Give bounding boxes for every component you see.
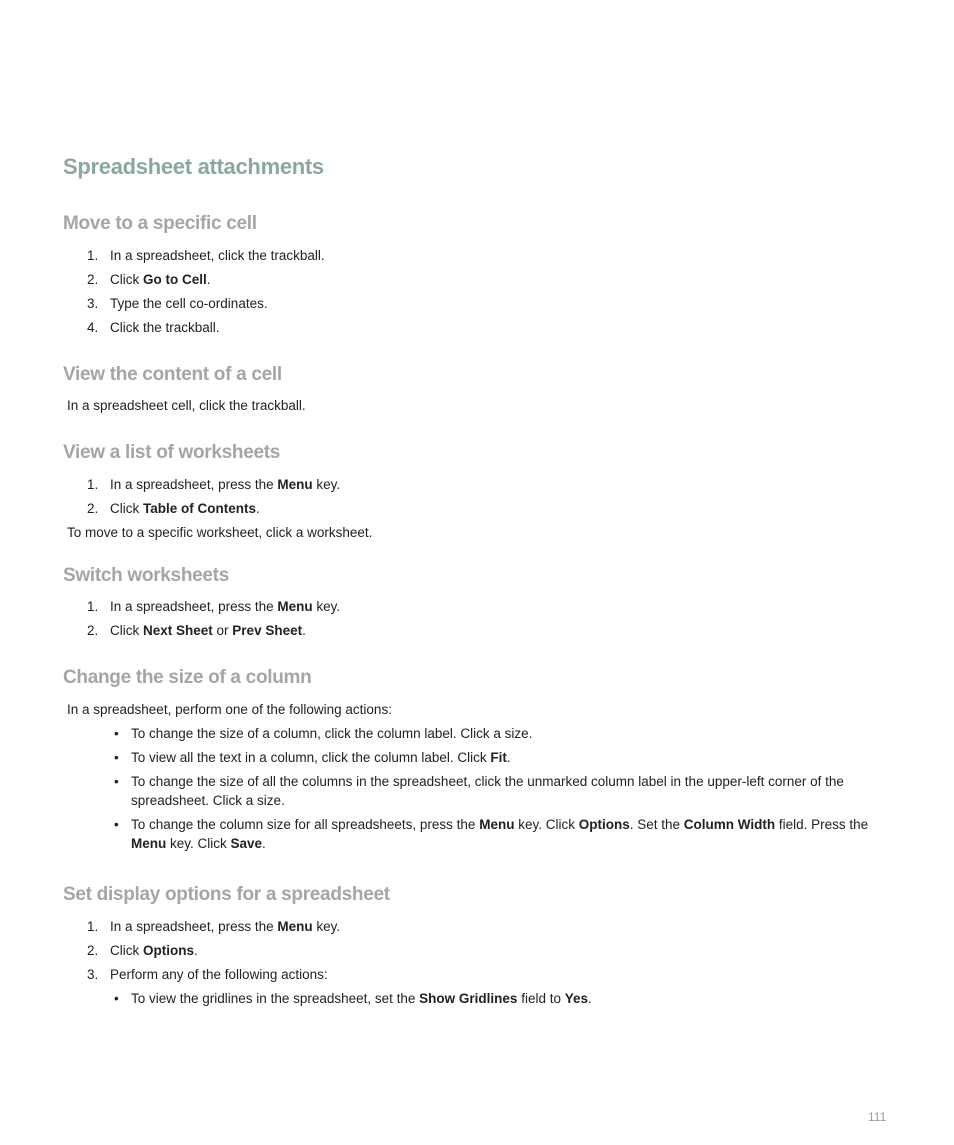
bullet-icon: • [114,991,119,1006]
bullet-icon: • [114,817,119,832]
step-number: 2. [87,623,99,638]
page-title: Spreadsheet attachments [63,154,324,179]
step-number: 1. [87,477,99,492]
bullet-icon: • [114,750,119,765]
step-text: Click Next Sheet or Prev Sheet. [110,623,306,638]
step-number: 2. [87,272,99,287]
paragraph: In a spreadsheet cell, click the trackball. [67,398,306,413]
step-text: In a spreadsheet, click the trackball. [110,248,325,263]
step-number: 1. [87,599,99,614]
step-text: Click the trackball. [110,320,220,335]
bullet-icon: • [114,774,119,789]
heading-change-column-size: Change the size of a column [63,667,312,688]
step-text: In a spreadsheet, press the Menu key. [110,477,341,492]
page-number: 111 [868,1110,887,1124]
heading-display-options: Set display options for a spreadsheet [63,884,390,905]
bullet-text: To view the gridlines in the spreadsheet, set the Show Gridlines field to Yes. [131,991,592,1006]
bullet-text: To change the column size for all spreadsheets, press the Menu key. Click Options. Set the Column Width field. Press the Menu key. Click Save. [131,817,869,851]
step-text: Click Go to Cell. [110,272,211,287]
step-number: 2. [87,501,99,516]
step-text: Click Options. [110,943,198,958]
step-number: 1. [87,248,99,263]
bullet-text: To change the size of a column, click the column label. Click a size. [131,726,533,741]
heading-view-cell-content: View the content of a cell [63,364,282,385]
step-number: 3. [87,967,99,982]
bullet-icon: • [114,726,119,741]
step-number: 1. [87,919,99,934]
heading-switch-worksheets: Switch worksheets [63,565,229,586]
bullet-text: To change the size of all the columns in the spreadsheet, click the unmarked column label in the upper-left corner of the spreadsheet. Click a size. [131,774,844,808]
step-text: Perform any of the following actions: [110,967,328,982]
bullet-text: To view all the text in a column, click the column label. Click Fit. [131,750,511,765]
step-number: 4. [87,320,99,335]
heading-view-worksheets: View a list of worksheets [63,442,281,463]
heading-move-to-cell: Move to a specific cell [63,213,257,234]
step-number: 3. [87,296,99,311]
step-text: Click Table of Contents. [110,501,260,516]
step-text: In a spreadsheet, press the Menu key. [110,599,341,614]
paragraph: To move to a specific worksheet, click a worksheet. [67,525,373,540]
step-text: Type the cell co-ordinates. [110,296,268,311]
paragraph: In a spreadsheet, perform one of the following actions: [67,702,392,717]
step-text: In a spreadsheet, press the Menu key. [110,919,341,934]
step-number: 2. [87,943,99,958]
